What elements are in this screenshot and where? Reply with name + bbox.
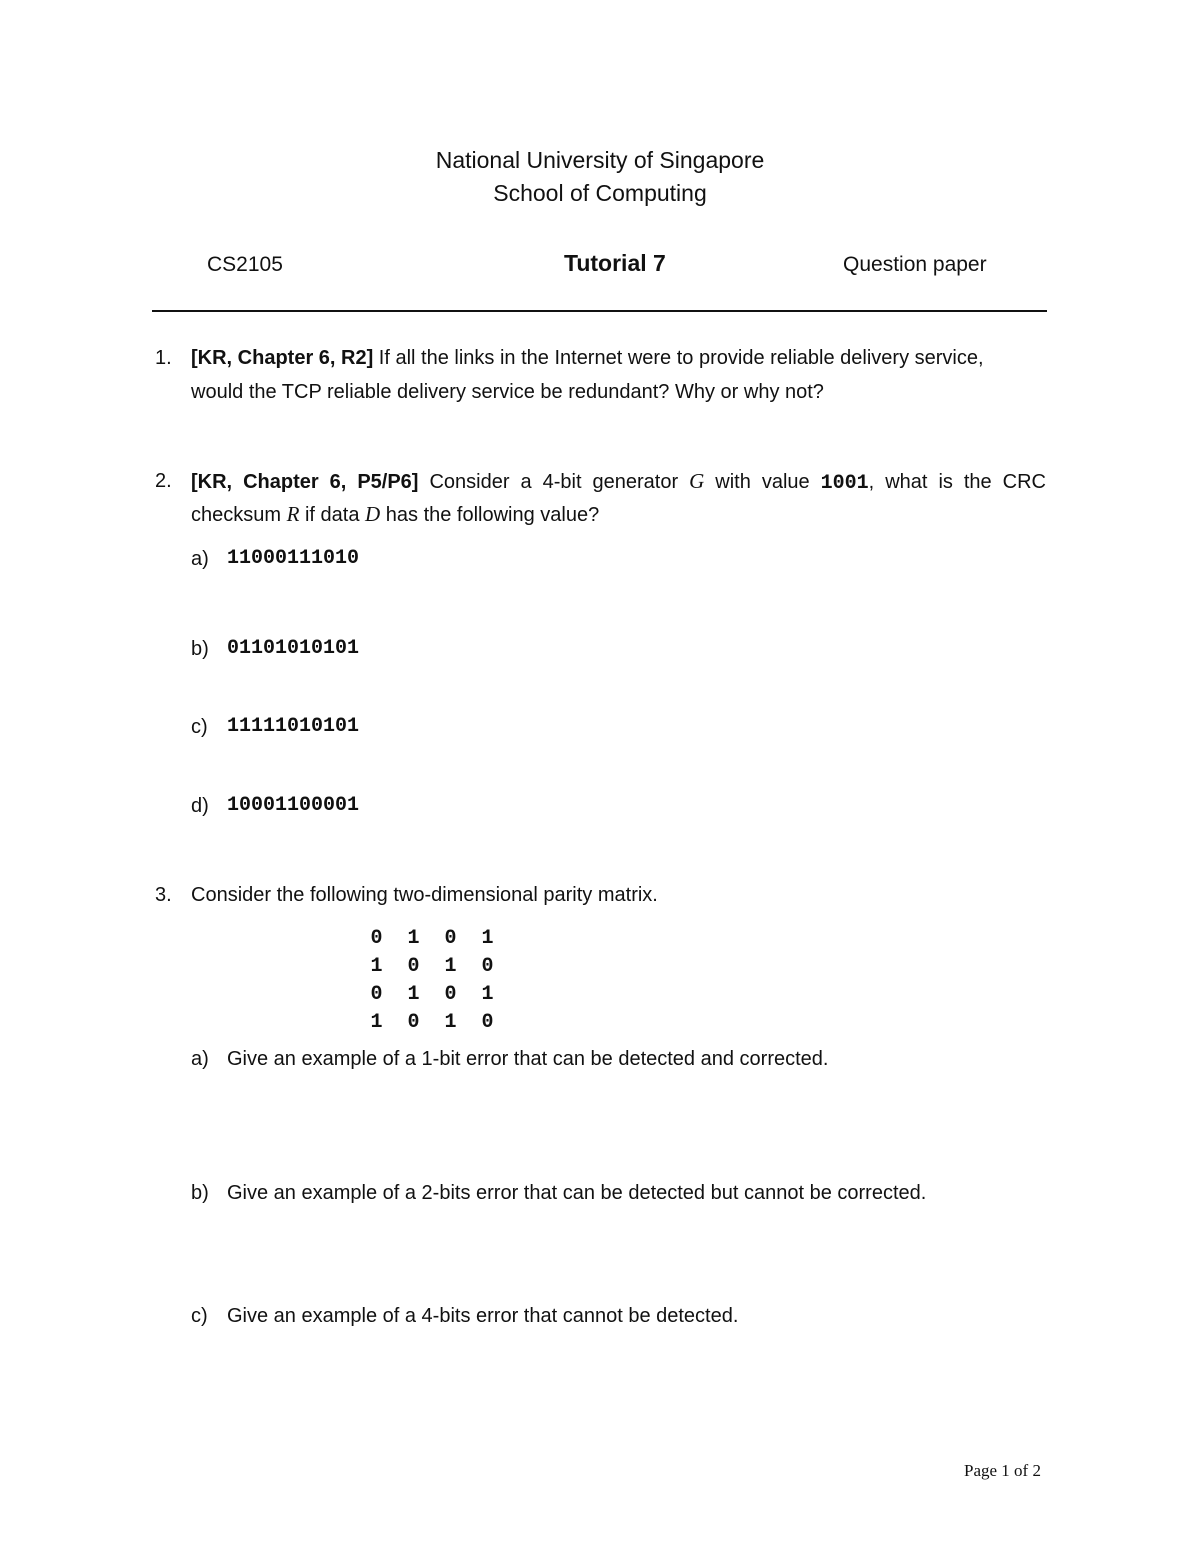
matrix-cell: 1	[481, 926, 494, 950]
question-2-var-r: R	[286, 502, 300, 526]
question-2-text-a: Consider a 4-bit generator	[418, 471, 690, 493]
question-2b-value: 01101010101	[227, 637, 360, 660]
question-3b-text: Give an example of a 2-bits error that can be detected but cannot be corrected.	[227, 1182, 927, 1204]
matrix-cell: 0	[370, 926, 383, 950]
question-3-number: 3.	[155, 884, 172, 906]
question-3a-label: a)	[191, 1048, 209, 1070]
question-2a-value: 11000111010	[227, 547, 360, 570]
matrix-cell: 1	[370, 954, 383, 978]
question-2-var-d: D	[365, 502, 381, 526]
matrix-cell: 0	[481, 954, 494, 978]
matrix-cell: 0	[407, 1010, 420, 1034]
matrix-row	[358, 924, 506, 952]
question-2-line-2	[191, 501, 599, 528]
school-name: School of Computing	[493, 180, 707, 206]
question-2b-label: b)	[191, 638, 209, 660]
question-2-line-1	[191, 468, 1046, 497]
question-3c-label: c)	[191, 1305, 208, 1327]
matrix-cell: 1	[407, 982, 420, 1006]
question-2d-value: 10001100001	[227, 794, 360, 817]
question-3-intro: Consider the following two-dimensional parity matrix.	[191, 884, 658, 906]
question-2-text-c: , what is the CRC	[868, 471, 1046, 493]
matrix-cell: 0	[407, 954, 420, 978]
university-name: National University of Singapore	[435, 147, 765, 173]
matrix-cell: 1	[370, 1010, 383, 1034]
question-2-reference: [KR, Chapter 6, P5/P6]	[191, 471, 419, 493]
question-1-line-2: would the TCP reliable delivery service be redundant? Why or why not?	[191, 381, 824, 403]
question-2-number: 2.	[155, 470, 172, 492]
page-title: Tutorial 7	[564, 250, 666, 276]
matrix-cell: 0	[481, 1010, 494, 1034]
matrix-cell: 1	[407, 926, 420, 950]
matrix-cell: 0	[370, 982, 383, 1006]
question-2-var-g: G	[689, 469, 705, 493]
question-2a-label: a)	[191, 548, 209, 570]
document-type: Question paper	[843, 253, 987, 276]
question-3c-text: Give an example of a 4-bits error that cannot be detected.	[227, 1305, 739, 1327]
matrix-cell: 1	[481, 982, 494, 1006]
question-2-text-2b: if data	[299, 504, 366, 526]
matrix-row	[358, 980, 506, 1008]
question-1-number: 1.	[155, 347, 172, 369]
question-2c-label: c)	[191, 716, 208, 738]
course-code: CS2105	[207, 253, 283, 276]
question-1-line-1	[191, 345, 984, 371]
question-2-text-b: with value	[704, 471, 821, 493]
question-2c-value: 11111010101	[227, 715, 360, 738]
question-2-text-2c: has the following value?	[380, 504, 600, 526]
matrix-cell: 0	[444, 982, 457, 1006]
question-2-generator-value: 1001	[820, 472, 869, 495]
question-2-text-2a: checksum	[191, 504, 287, 526]
question-1-text-1: If all the links in the Internet were to provide reliable delivery service,	[373, 347, 984, 369]
header-divider	[152, 310, 1047, 312]
parity-matrix	[358, 924, 506, 1036]
matrix-cell: 0	[444, 926, 457, 950]
question-1-reference: [KR, Chapter 6, R2]	[191, 347, 374, 369]
question-3a-text: Give an example of a 1-bit error that can be detected and corrected.	[227, 1048, 829, 1070]
matrix-cell: 1	[444, 954, 457, 978]
question-2d-label: d)	[191, 795, 209, 817]
matrix-cell: 1	[444, 1010, 457, 1034]
question-3b-label: b)	[191, 1182, 209, 1204]
matrix-row	[358, 952, 506, 980]
matrix-row	[358, 1008, 506, 1036]
page-number: Page 1 of 2	[964, 1461, 1041, 1480]
